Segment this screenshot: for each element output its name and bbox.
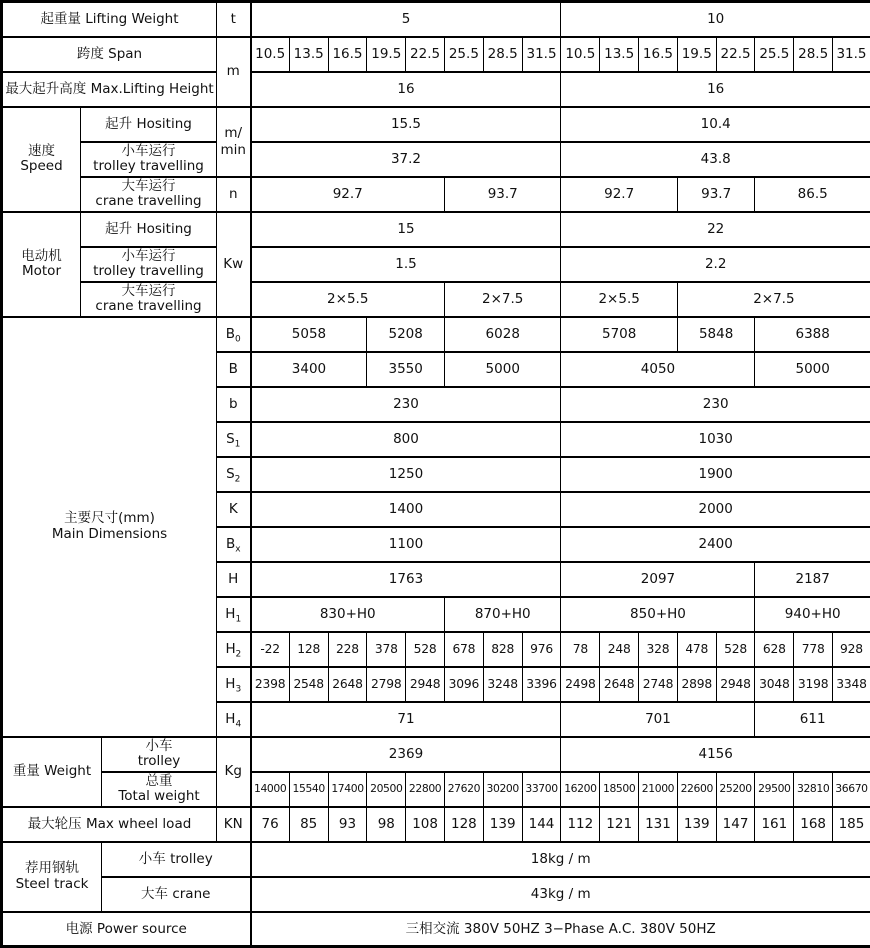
dim-value: 478 [677,632,716,667]
span-value: 19.5 [677,37,716,72]
motor-hoisting-label: 起升 Hositing [81,212,217,247]
span-value: 31.5 [833,37,870,72]
dim-value: 3396 [522,667,561,702]
dim-value: 528 [716,632,755,667]
dim-value: 850+H0 [561,597,755,632]
motor-crane-value: 2×5.5 [561,282,677,317]
weight-total-value: 30200 [483,772,522,807]
wheel-load-value: 112 [561,807,600,842]
wheel-load-value: 121 [600,807,639,842]
dim-value: 5058 [251,317,367,352]
speed-crane-label: 大车运行 crane travelling [81,177,217,212]
weight-total-value: 25200 [716,772,755,807]
span-value: 10.5 [251,37,290,72]
speed-crane-value: 86.5 [755,177,870,212]
dim-value: 5848 [677,317,755,352]
dim-value: 628 [755,632,794,667]
wheel-load-value: 147 [716,807,755,842]
dim-value: 228 [328,632,367,667]
lifting-weight-label: 起重量 Lifting Weight [2,2,217,37]
dim-value: 870+H0 [444,597,560,632]
steel-track-crane-label: 大车 crane [102,877,251,912]
span-value: 13.5 [600,37,639,72]
dim-value: 230 [561,387,870,422]
weight-group-label: 重量 Weight [2,737,102,807]
weight-total-label: 总重 Total weight [102,772,217,807]
speed-trolley-value: 43.8 [561,142,870,177]
weight-total-value: 20500 [367,772,406,807]
wheel-load-value: 108 [406,807,445,842]
weight-total-value: 32810 [794,772,833,807]
weight-total-value: 29500 [755,772,794,807]
dim-value: 2798 [367,667,406,702]
dim-symbol-s1: $S_1$ [217,422,251,457]
dim-value: 4050 [561,352,755,387]
dim-value: 1400 [251,492,561,527]
dim-symbol-h1: $H_1$ [217,597,251,632]
weight-total-value: 16200 [561,772,600,807]
dim-value: 2548 [289,667,328,702]
capacity-10-value: 10 [561,2,870,37]
speed-hoisting-value: 15.5 [251,107,561,142]
motor-crane-value: 2×7.5 [677,282,870,317]
dim-value: 2400 [561,527,870,562]
dim-value: 3550 [367,352,445,387]
dim-symbol-bx: $B_x$ [217,527,251,562]
wheel-load-value: 76 [251,807,290,842]
dim-value: -22 [251,632,290,667]
dim-value: 2748 [639,667,678,702]
wheel-load-value: 139 [677,807,716,842]
dim-value: 3048 [755,667,794,702]
motor-hoisting-value: 22 [561,212,870,247]
power-source-value: 三相交流 380V 50HZ 3−Phase A.C. 380V 50HZ [251,912,870,947]
dim-symbol-B: B [217,352,251,387]
dim-value: 5708 [561,317,677,352]
dim-value: 2898 [677,667,716,702]
max-height-label: 最大起升高度 Max.Lifting Height [2,72,217,107]
dim-value: 1763 [251,562,561,597]
dim-value: 2187 [755,562,870,597]
dim-value: 828 [483,632,522,667]
dim-value: 940+H0 [755,597,870,632]
dim-value: 3400 [251,352,367,387]
dim-value: 830+H0 [251,597,445,632]
dim-value: 5000 [755,352,870,387]
dimensions-group-label: 主要尺寸(mm) Main Dimensions [2,317,217,737]
motor-hoisting-value: 15 [251,212,561,247]
span-value: 28.5 [794,37,833,72]
motor-group-label: 电动机 Motor [2,212,81,317]
dim-value: 3248 [483,667,522,702]
speed-unit-mmin: m/ min [217,107,251,177]
span-value: 16.5 [639,37,678,72]
wheel-load-value: 139 [483,807,522,842]
dim-value: 1900 [561,457,870,492]
max-height-value: 16 [251,72,561,107]
wheel-load-value: 185 [833,807,870,842]
dim-symbol-b0: $B_0$ [217,317,251,352]
dim-value: 1030 [561,422,870,457]
dim-symbol-h: H [217,562,251,597]
speed-hoisting-value: 10.4 [561,107,870,142]
dim-value: 2097 [561,562,755,597]
span-value: 28.5 [483,37,522,72]
dim-value: 701 [561,702,755,737]
speed-hoisting-label: 起升 Hositing [81,107,217,142]
weight-total-value: 36670 [833,772,870,807]
speed-trolley-value: 37.2 [251,142,561,177]
dim-value: 2948 [716,667,755,702]
motor-trolley-label: 小车运行 trolley travelling [81,247,217,282]
steel-track-trolley-value: 18kg / m [251,842,870,877]
speed-trolley-label: 小车运行 trolley travelling [81,142,217,177]
dim-value: 800 [251,422,561,457]
span-value: 31.5 [522,37,561,72]
weight-total-value: 18500 [600,772,639,807]
wheel-load-unit: KN [217,807,251,842]
steel-track-trolley-label: 小车 trolley [102,842,251,877]
dim-value: 230 [251,387,561,422]
span-value: 13.5 [289,37,328,72]
speed-group-label: 速度 Speed [2,107,81,212]
span-value: 19.5 [367,37,406,72]
span-value: 16.5 [328,37,367,72]
span-label: 跨度 Span [2,37,217,72]
dim-value: 5000 [444,352,560,387]
dim-value: 71 [251,702,561,737]
weight-unit-kg: Kg [217,737,251,807]
dim-value: 611 [755,702,870,737]
span-value: 22.5 [716,37,755,72]
dim-value: 378 [367,632,406,667]
weight-total-value: 14000 [251,772,290,807]
motor-crane-label: 大车运行 crane travelling [81,282,217,317]
dim-value: 3096 [444,667,483,702]
dim-value: 778 [794,632,833,667]
dim-value: 2000 [561,492,870,527]
lifting-weight-unit: t [217,2,251,37]
wheel-load-value: 144 [522,807,561,842]
span-value: 25.5 [444,37,483,72]
wheel-load-value: 161 [755,807,794,842]
dim-value: 328 [639,632,678,667]
dim-value: 6388 [755,317,870,352]
speed-unit-n: n [217,177,251,212]
dim-value: 928 [833,632,870,667]
dim-symbol-k: K [217,492,251,527]
dim-value: 2398 [251,667,290,702]
dim-value: 678 [444,632,483,667]
dim-value: 248 [600,632,639,667]
dim-symbol-h4: $H_4$ [217,702,251,737]
span-value: 25.5 [755,37,794,72]
weight-total-value: 21000 [639,772,678,807]
dim-symbol-b: b [217,387,251,422]
wheel-load-value: 168 [794,807,833,842]
motor-trolley-value: 1.5 [251,247,561,282]
motor-unit-kw: Kw [217,212,251,317]
wheel-load-value: 93 [328,807,367,842]
dim-value: 3198 [794,667,833,702]
dim-value: 6028 [444,317,560,352]
weight-total-value: 17400 [328,772,367,807]
dim-symbol-s2: $S_2$ [217,457,251,492]
steel-track-crane-value: 43kg / m [251,877,870,912]
steel-track-group-label: 荐用钢轨 Steel track [2,842,102,912]
wheel-load-value: 98 [367,807,406,842]
max-height-value: 16 [561,72,870,107]
dim-symbol-h3: $H_3$ [217,667,251,702]
dim-value: 3348 [833,667,870,702]
weight-total-value: 22800 [406,772,445,807]
dim-value: 2648 [600,667,639,702]
weight-total-value: 15540 [289,772,328,807]
dim-value: 1100 [251,527,561,562]
dim-value: 2648 [328,667,367,702]
dim-value: 2948 [406,667,445,702]
span-value: 10.5 [561,37,600,72]
dim-value: 5208 [367,317,445,352]
weight-trolley-value: 2369 [251,737,561,772]
dim-value: 78 [561,632,600,667]
dim-symbol-h2: $H_2$ [217,632,251,667]
dim-value: 2498 [561,667,600,702]
span-unit: m [217,37,251,107]
speed-crane-value: 93.7 [677,177,755,212]
dim-value: 976 [522,632,561,667]
speed-crane-value: 92.7 [251,177,445,212]
motor-trolley-value: 2.2 [561,247,870,282]
dim-value: 128 [289,632,328,667]
power-source-label: 电源 Power source [2,912,251,947]
weight-trolley-label: 小车 trolley [102,737,217,772]
wheel-load-value: 128 [444,807,483,842]
dim-value: 1250 [251,457,561,492]
speed-crane-value: 93.7 [444,177,560,212]
weight-total-value: 33700 [522,772,561,807]
wheel-load-value: 131 [639,807,678,842]
capacity-5-value: 5 [251,2,561,37]
weight-trolley-value: 4156 [561,737,870,772]
dim-value: 528 [406,632,445,667]
weight-total-value: 22600 [677,772,716,807]
motor-crane-value: 2×5.5 [251,282,445,317]
speed-crane-value: 92.7 [561,177,677,212]
wheel-load-label: 最大轮压 Max wheel load [2,807,217,842]
span-value: 22.5 [406,37,445,72]
weight-total-value: 27620 [444,772,483,807]
motor-crane-value: 2×7.5 [444,282,560,317]
wheel-load-value: 85 [289,807,328,842]
